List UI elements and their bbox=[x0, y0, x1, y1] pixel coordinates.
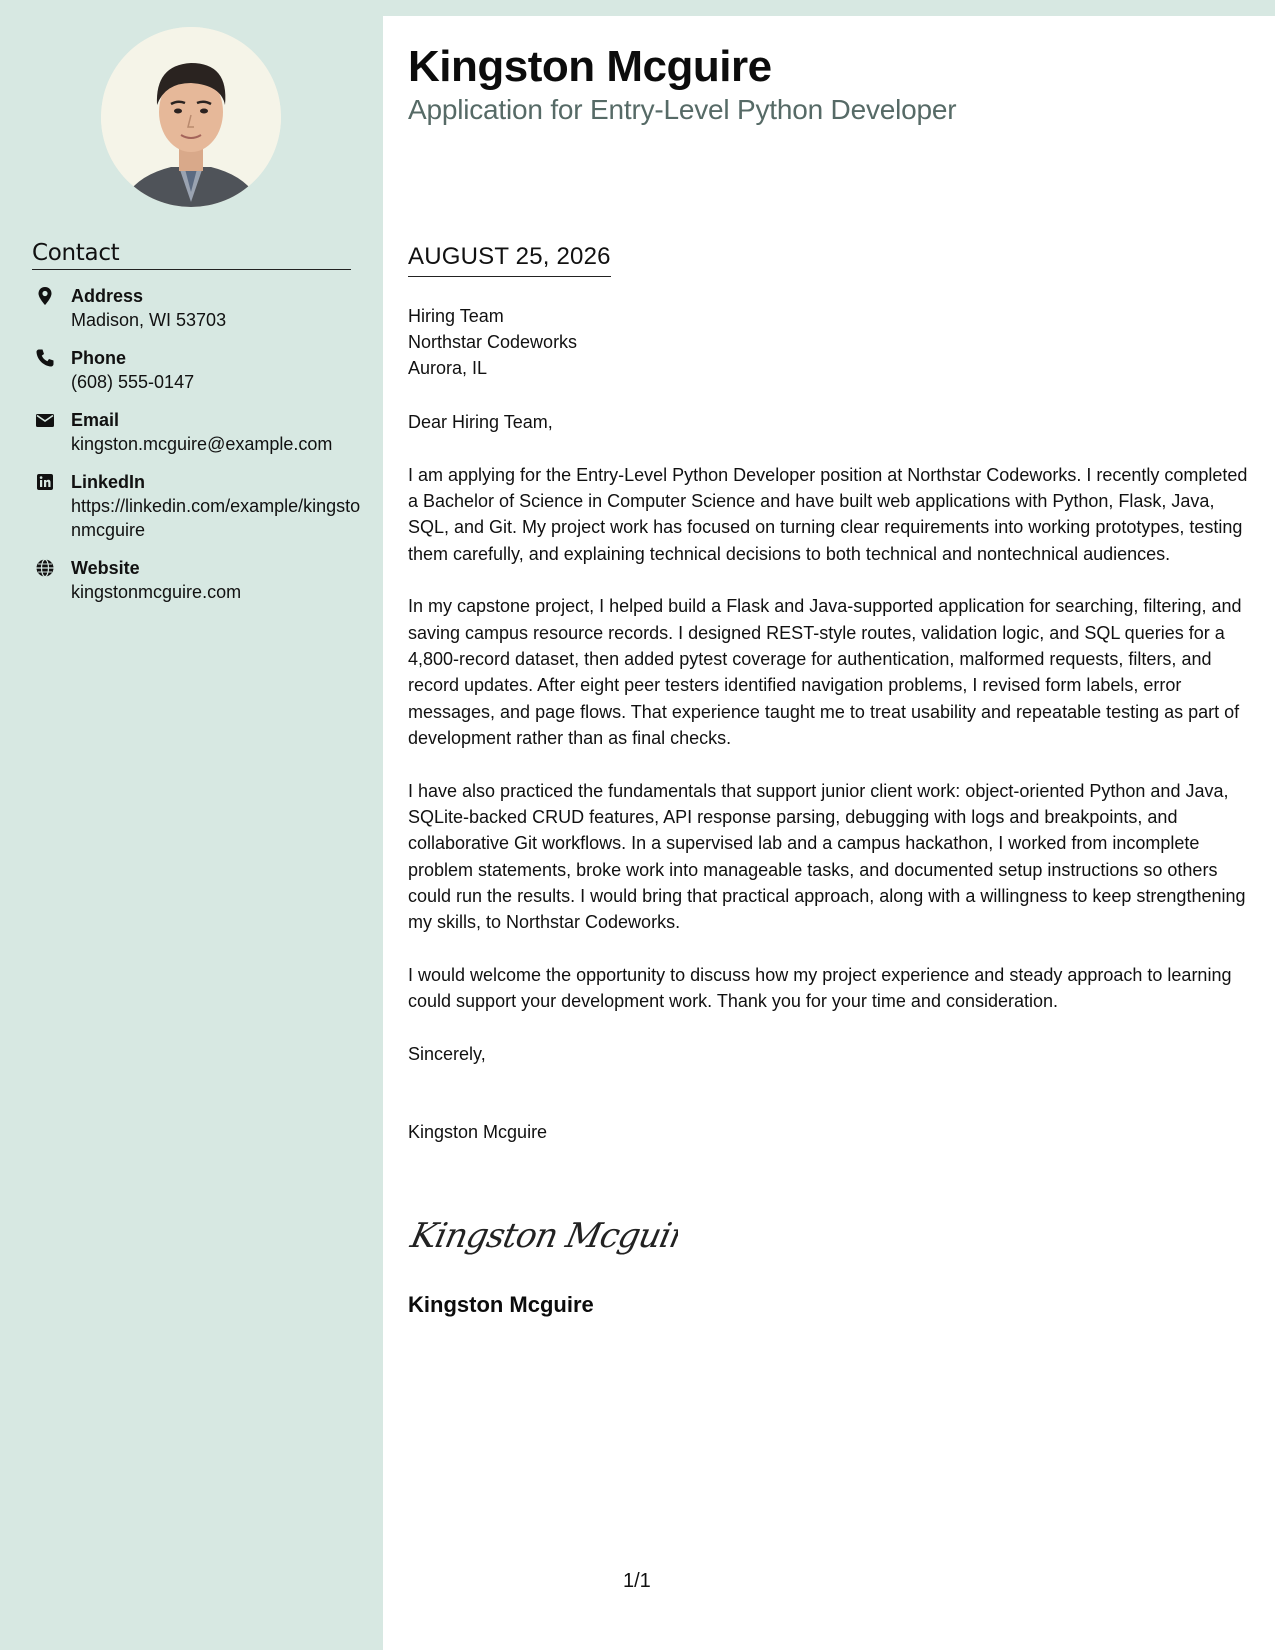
recipient-line: Aurora, IL bbox=[408, 358, 488, 378]
contact-list bbox=[32, 284, 362, 618]
recipient-line: Hiring Team bbox=[408, 306, 504, 326]
contact-label: Phone bbox=[71, 348, 127, 368]
email-value[interactable]: kingston.mcguire@example.com bbox=[71, 434, 333, 454]
applicant-name: Kingston Mcguire bbox=[408, 42, 772, 91]
phone-icon bbox=[35, 348, 55, 368]
recipient-block bbox=[408, 303, 1254, 381]
profile-photo bbox=[101, 27, 281, 207]
location-pin-icon bbox=[35, 286, 55, 306]
letter-paragraph: I am applying for the Entry-Level Python Developer position at Northstar Codeworks. I recently completed a Bachelor of Science in Computer Science and have built web applications with Python, Flask, Java, SQL, and Git. My project work has focused on turning clear requirements into working prototypes, testing them carefully, and explaining technical decisions to both technical and nontechnical audiences. bbox=[408, 464, 1248, 564]
salutation: Dear Hiring Team, bbox=[408, 412, 553, 432]
contact-label: Address bbox=[71, 286, 144, 306]
recipient-line: Northstar Codeworks bbox=[408, 332, 578, 352]
handwritten-signature bbox=[408, 1205, 678, 1265]
letter-paragraph: In my capstone project, I helped build a Flask and Java-supported application for searching, filtering, and saving campus resource records. I designed REST-style routes, validation logic, and SQL queries for a 4,800-record dataset, then added pytest coverage for authentication, malformed requests, filters, and record updates. After eight peer testers identified navigation problems, I revised form labels, error messages, and page flows. That experience taught me to treat usability and repeatable testing as part of development rather than as final checks. bbox=[408, 596, 1242, 748]
closing: Sincerely, bbox=[408, 1044, 486, 1065]
email-icon bbox=[35, 410, 55, 430]
contact-item-email bbox=[32, 408, 362, 456]
address-value: Madison, WI 53703 bbox=[71, 310, 227, 330]
signature-name: Kingston Mcguire bbox=[408, 1292, 594, 1317]
linkedin-value[interactable]: https://linkedin.com/example/kingstonmcguire bbox=[71, 496, 361, 540]
website-value[interactable]: kingstonmcguire.com bbox=[71, 582, 242, 602]
linkedin-icon bbox=[35, 472, 55, 492]
contact-heading: Contact bbox=[32, 240, 351, 270]
letter-date: AUGUST 25, 2026 bbox=[408, 243, 611, 277]
typed-name: Kingston Mcguire bbox=[408, 1122, 548, 1143]
contact-item-website bbox=[32, 556, 362, 604]
application-subtitle: Application for Entry-Level Python Developer bbox=[408, 94, 957, 125]
contact-item-linkedin bbox=[32, 470, 362, 542]
contact-item-address bbox=[32, 284, 362, 332]
contact-label: Website bbox=[71, 558, 140, 578]
letter-paragraph: I have also practiced the fundamentals that support junior client work: object-oriented Python and Java, SQLite-backed CRUD features, API response parsing, debugging with logs and breakpoints, and collaborative Git workflows. In a supervised lab and a campus hackathon, I worked from incomplete problem statements, broke work into manageable tasks, and documented setup instructions so others could run the results. I would bring that practical approach, along with a willingness to keep strengthening my skills, to Northstar Codeworks. bbox=[408, 780, 1246, 933]
svg-text:Kingston Mcguir: Kingston Mcguir bbox=[408, 1216, 678, 1256]
contact-label: Email bbox=[71, 410, 120, 430]
letter-paragraph: I would welcome the opportunity to discuss how my project experience and steady approach to learning could support your development work. Thank you for your time and consideration. bbox=[408, 965, 1232, 1012]
contact-label: LinkedIn bbox=[71, 472, 146, 492]
sidebar bbox=[0, 0, 383, 1650]
contact-item-phone bbox=[32, 346, 362, 394]
phone-value: (608) 555-0147 bbox=[71, 372, 195, 392]
globe-icon bbox=[35, 558, 55, 578]
page-number: 1/1 bbox=[623, 1570, 651, 1592]
letter-body bbox=[408, 303, 1254, 1172]
